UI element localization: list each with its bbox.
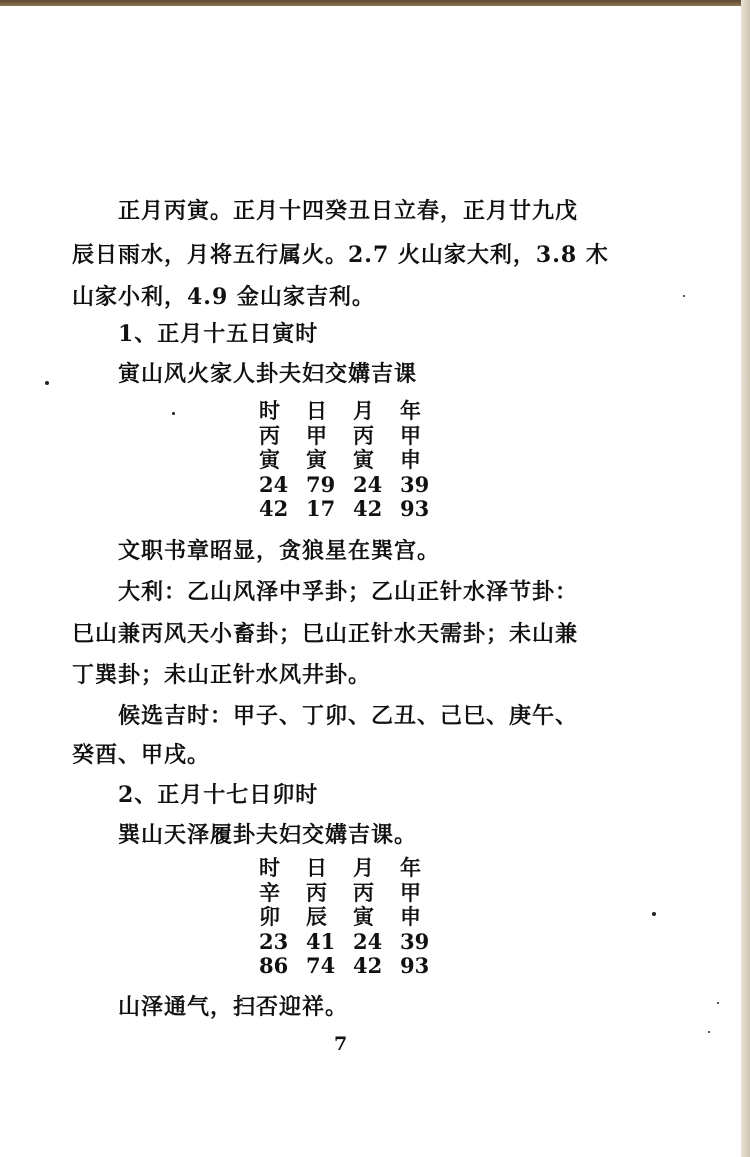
table-row — [259, 930, 447, 955]
scan-speck — [172, 412, 175, 415]
table-row — [259, 954, 447, 979]
table-cell: 79 — [306, 471, 336, 497]
intro-line-3: 山家小利，4.9 金山家吉利。 — [72, 284, 375, 310]
section1-pillars-table — [259, 399, 447, 522]
table-row — [259, 448, 447, 473]
table-cell: 86 — [259, 953, 289, 979]
section1-title: 寅山风火家人卦夫妇交媾吉课 — [118, 361, 418, 387]
table-row — [259, 424, 447, 449]
table-cell: 时 — [259, 855, 280, 881]
table-cell: 17 — [306, 496, 336, 522]
section1-dali-line-2: 巳山兼丙风天小畜卦；巳山正针水天需卦；未山兼 — [72, 621, 579, 647]
section1-hours-line-1: 候选吉时：甲子、丁卯、乙丑、己巳、庚午、 — [118, 703, 579, 729]
section2-title: 巽山天泽履卦夫妇交媾吉课。 — [118, 822, 418, 848]
section1-dali-line-1: 大利：乙山风泽中孚卦；乙山正针水泽节卦： — [118, 579, 579, 605]
table-row — [259, 473, 447, 498]
table-cell: 辰 — [306, 904, 327, 930]
table-cell: 寅 — [353, 447, 374, 473]
table-row — [259, 905, 447, 930]
viewer-right-edge — [741, 0, 750, 1157]
table-cell: 日 — [306, 398, 327, 424]
section2-pillars-table — [259, 856, 447, 979]
scan-speck — [652, 912, 656, 916]
scan-speck — [683, 295, 685, 297]
table-cell: 申 — [400, 447, 421, 473]
table-cell: 丙 — [306, 879, 327, 905]
table-cell: 寅 — [306, 447, 327, 473]
table-cell: 卯 — [259, 904, 280, 930]
table-cell: 42 — [353, 496, 383, 522]
table-cell: 39 — [400, 471, 430, 497]
section2-note: 山泽通气，扫否迎祥。 — [118, 994, 349, 1020]
table-cell: 甲 — [306, 422, 327, 448]
table-cell: 日 — [306, 855, 327, 881]
table-cell: 年 — [400, 855, 421, 881]
page-number: 7 — [334, 1033, 348, 1055]
table-cell: 41 — [306, 928, 336, 954]
table-cell: 23 — [259, 928, 289, 954]
table-cell: 辛 — [259, 879, 280, 905]
table-row — [259, 856, 447, 881]
table-cell: 寅 — [353, 904, 374, 930]
table-cell: 93 — [400, 953, 430, 979]
scan-speck — [708, 1031, 710, 1033]
table-cell: 42 — [353, 953, 383, 979]
table-cell: 时 — [259, 398, 280, 424]
table-cell: 93 — [400, 496, 430, 522]
table-cell: 申 — [400, 904, 421, 930]
scan-speck — [45, 381, 49, 385]
table-cell: 寅 — [259, 447, 280, 473]
section1-note: 文职书章昭显，贪狼星在巽宫。 — [118, 538, 441, 564]
table-cell: 42 — [259, 496, 289, 522]
table-cell: 39 — [400, 928, 430, 954]
table-cell: 甲 — [400, 422, 421, 448]
table-cell: 丙 — [353, 422, 374, 448]
table-cell: 丙 — [353, 879, 374, 905]
table-row — [259, 399, 447, 424]
section1-hours-line-2: 癸酉、甲戌。 — [72, 742, 211, 768]
table-cell: 甲 — [400, 879, 421, 905]
table-cell: 74 — [306, 953, 336, 979]
section1-dali-line-3: 丁巽卦；未山正针水风井卦。 — [72, 662, 372, 688]
intro-line-2: 辰日雨水，月将五行属火。2.7 火山家大利，3.8 木 — [72, 242, 609, 268]
table-cell: 24 — [353, 928, 383, 954]
intro-line-1: 正月丙寅。正月十四癸丑日立春，正月廿九戊 — [118, 198, 579, 224]
table-cell: 月 — [353, 855, 374, 881]
table-cell: 年 — [400, 398, 421, 424]
table-cell: 24 — [259, 471, 289, 497]
scan-speck — [717, 1002, 719, 1004]
table-row — [259, 497, 447, 522]
table-cell: 24 — [353, 471, 383, 497]
section2-heading: 2、正月十七日卯时 — [118, 782, 319, 808]
table-cell: 月 — [353, 398, 374, 424]
section1-heading: 1、正月十五日寅时 — [118, 321, 319, 347]
book-page — [0, 6, 741, 1157]
table-row — [259, 881, 447, 906]
table-cell: 丙 — [259, 422, 280, 448]
